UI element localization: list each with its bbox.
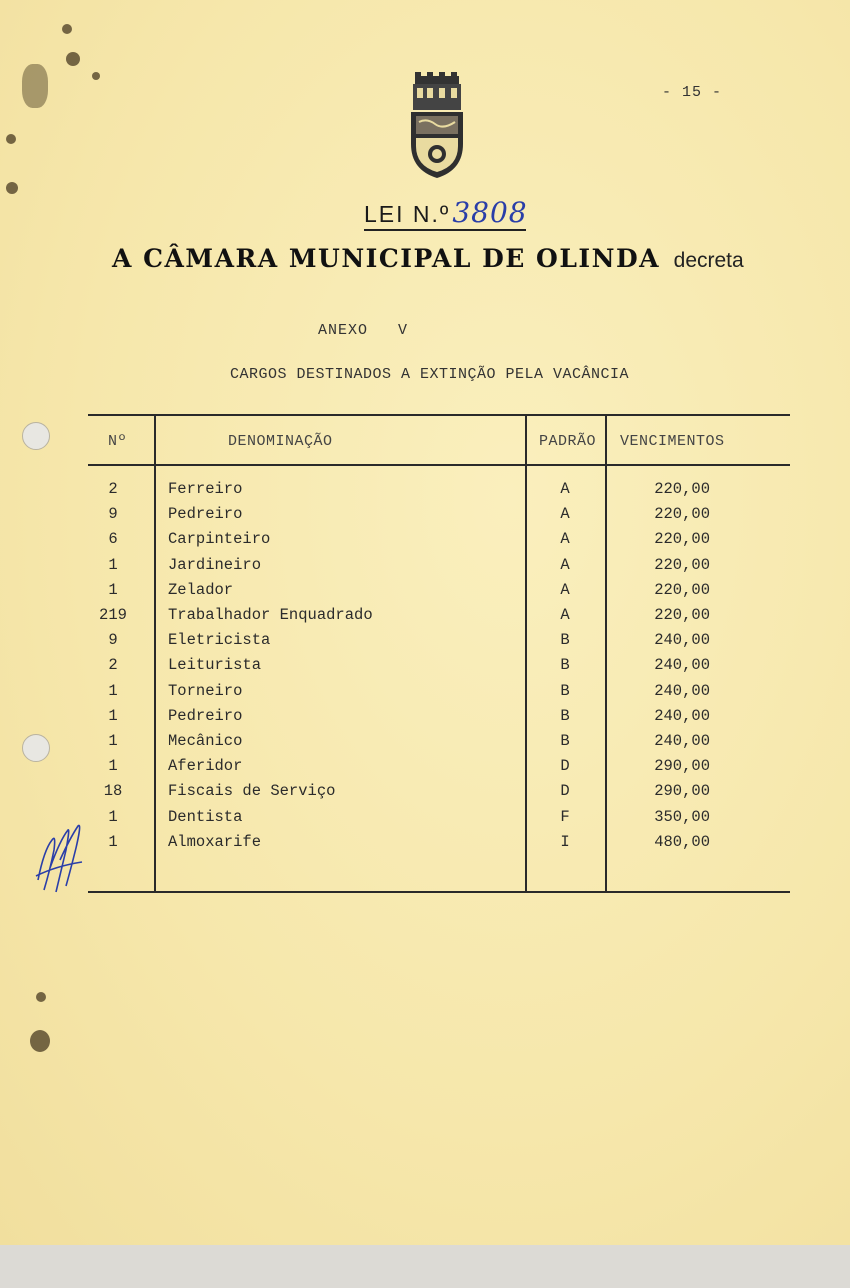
row-denominacao: Ferreiro	[168, 480, 243, 498]
row-num: 1	[108, 681, 118, 700]
law-underline	[364, 229, 526, 231]
stain	[62, 24, 72, 34]
table-row	[88, 757, 788, 782]
row-vencimento: 220,00	[654, 555, 710, 574]
row-vencimento: 240,00	[654, 631, 710, 650]
row-padrao: A	[560, 505, 570, 524]
row-padrao: B	[560, 631, 570, 650]
row-denominacao: Zelador	[168, 580, 234, 599]
row-padrao: B	[560, 732, 570, 750]
row-vencimento: 240,00	[654, 656, 710, 675]
stain	[30, 1030, 50, 1052]
row-vencimento: 240,00	[654, 681, 710, 700]
heading-main: A CÂMARA MUNICIPAL DE OLINDA	[112, 244, 661, 273]
row-num: 1	[108, 555, 118, 574]
table-row	[88, 480, 788, 505]
table-row	[88, 530, 788, 555]
row-denominacao: Leiturista	[168, 656, 262, 675]
table-row	[88, 707, 788, 732]
row-vencimento: 240,00	[654, 732, 710, 750]
law-label: LEI N.º	[364, 201, 451, 227]
row-vencimento: 350,00	[654, 807, 710, 826]
row-vencimento: 240,00	[654, 706, 710, 725]
table-title: CARGOS DESTINADOS A EXTINÇÃO PELA VACÂNCIA	[230, 366, 630, 383]
table-bottom-rule	[88, 891, 790, 893]
law-number-line	[364, 196, 528, 229]
row-denominacao: Mecânico	[168, 732, 243, 750]
row-padrao: B	[560, 706, 570, 725]
row-num: 219	[99, 606, 127, 624]
header-padrao: PADRÃO	[539, 433, 597, 450]
row-denominacao: Jardineiro	[168, 555, 262, 574]
row-denominacao: Eletricista	[168, 631, 271, 650]
row-padrao: B	[560, 656, 570, 675]
stain	[6, 182, 18, 194]
row-vencimento: 220,00	[654, 505, 710, 524]
table-row	[88, 782, 788, 807]
annex-label: ANEXO V	[318, 322, 409, 339]
table-row	[88, 631, 788, 656]
table-header-rule	[88, 464, 790, 466]
table-row	[88, 732, 788, 757]
row-num: 1	[108, 807, 118, 826]
row-denominacao: Pedreiro	[168, 505, 243, 524]
row-num: 1	[108, 832, 118, 851]
row-padrao: D	[560, 782, 570, 801]
table-top-rule	[88, 414, 790, 416]
row-denominacao: Carpinteiro	[168, 530, 271, 549]
heading-verb: decreta	[673, 249, 744, 272]
law-number-handwritten: 3808	[452, 196, 528, 229]
row-denominacao: Almoxarife	[168, 832, 262, 851]
row-denominacao: Pedreiro	[168, 706, 243, 725]
row-vencimento: 220,00	[654, 530, 710, 549]
table-row	[88, 656, 788, 681]
table-row	[88, 606, 788, 631]
row-denominacao: Dentista	[168, 807, 243, 826]
row-num: 9	[108, 505, 118, 524]
table-row	[88, 833, 788, 858]
stain	[92, 72, 100, 80]
header-denominacao: DENOMINAÇÃO	[228, 433, 333, 450]
row-vencimento: 220,00	[654, 580, 710, 599]
row-padrao: A	[560, 555, 570, 574]
row-num: 2	[108, 480, 118, 498]
stain	[36, 992, 46, 1002]
row-padrao: A	[560, 580, 570, 599]
row-padrao: A	[560, 606, 570, 624]
punch-hole-top	[22, 422, 50, 450]
decree-heading	[112, 244, 772, 273]
row-vencimento: 290,00	[654, 757, 710, 776]
header-num: Nº	[108, 433, 128, 450]
row-num: 1	[108, 706, 118, 725]
row-vencimento: 480,00	[654, 832, 710, 851]
row-denominacao: Torneiro	[168, 681, 243, 700]
punch-hole-bottom	[22, 734, 50, 762]
row-padrao: B	[560, 681, 570, 700]
municipal-crest-icon	[407, 72, 467, 182]
table-row	[88, 505, 788, 530]
row-num: 9	[108, 631, 118, 650]
row-num: 6	[108, 530, 118, 549]
row-num: 2	[108, 656, 118, 675]
stain	[66, 52, 80, 66]
row-vencimento: 220,00	[654, 480, 710, 498]
signature-initials	[30, 820, 90, 905]
header-vencimentos: VENCIMENTOS	[620, 433, 725, 450]
row-num: 18	[103, 782, 123, 801]
row-padrao: D	[560, 757, 570, 776]
row-denominacao: Trabalhador Enquadrado	[168, 606, 373, 624]
row-denominacao: Fiscais de Serviço	[168, 782, 336, 801]
stain	[22, 64, 48, 108]
row-vencimento: 220,00	[654, 606, 710, 624]
row-padrao: I	[560, 832, 570, 851]
row-padrao: A	[560, 530, 570, 549]
row-num: 1	[108, 757, 118, 776]
table-row	[88, 556, 788, 581]
table-row	[88, 808, 788, 833]
table-row	[88, 682, 788, 707]
table-row	[88, 581, 788, 606]
row-vencimento: 290,00	[654, 782, 710, 801]
row-padrao: A	[560, 480, 570, 498]
stain	[6, 134, 16, 144]
row-denominacao: Aferidor	[168, 757, 243, 776]
row-num: 1	[108, 732, 118, 750]
page-number: - 15 -	[662, 84, 723, 101]
row-num: 1	[108, 580, 118, 599]
row-padrao: F	[560, 807, 570, 826]
